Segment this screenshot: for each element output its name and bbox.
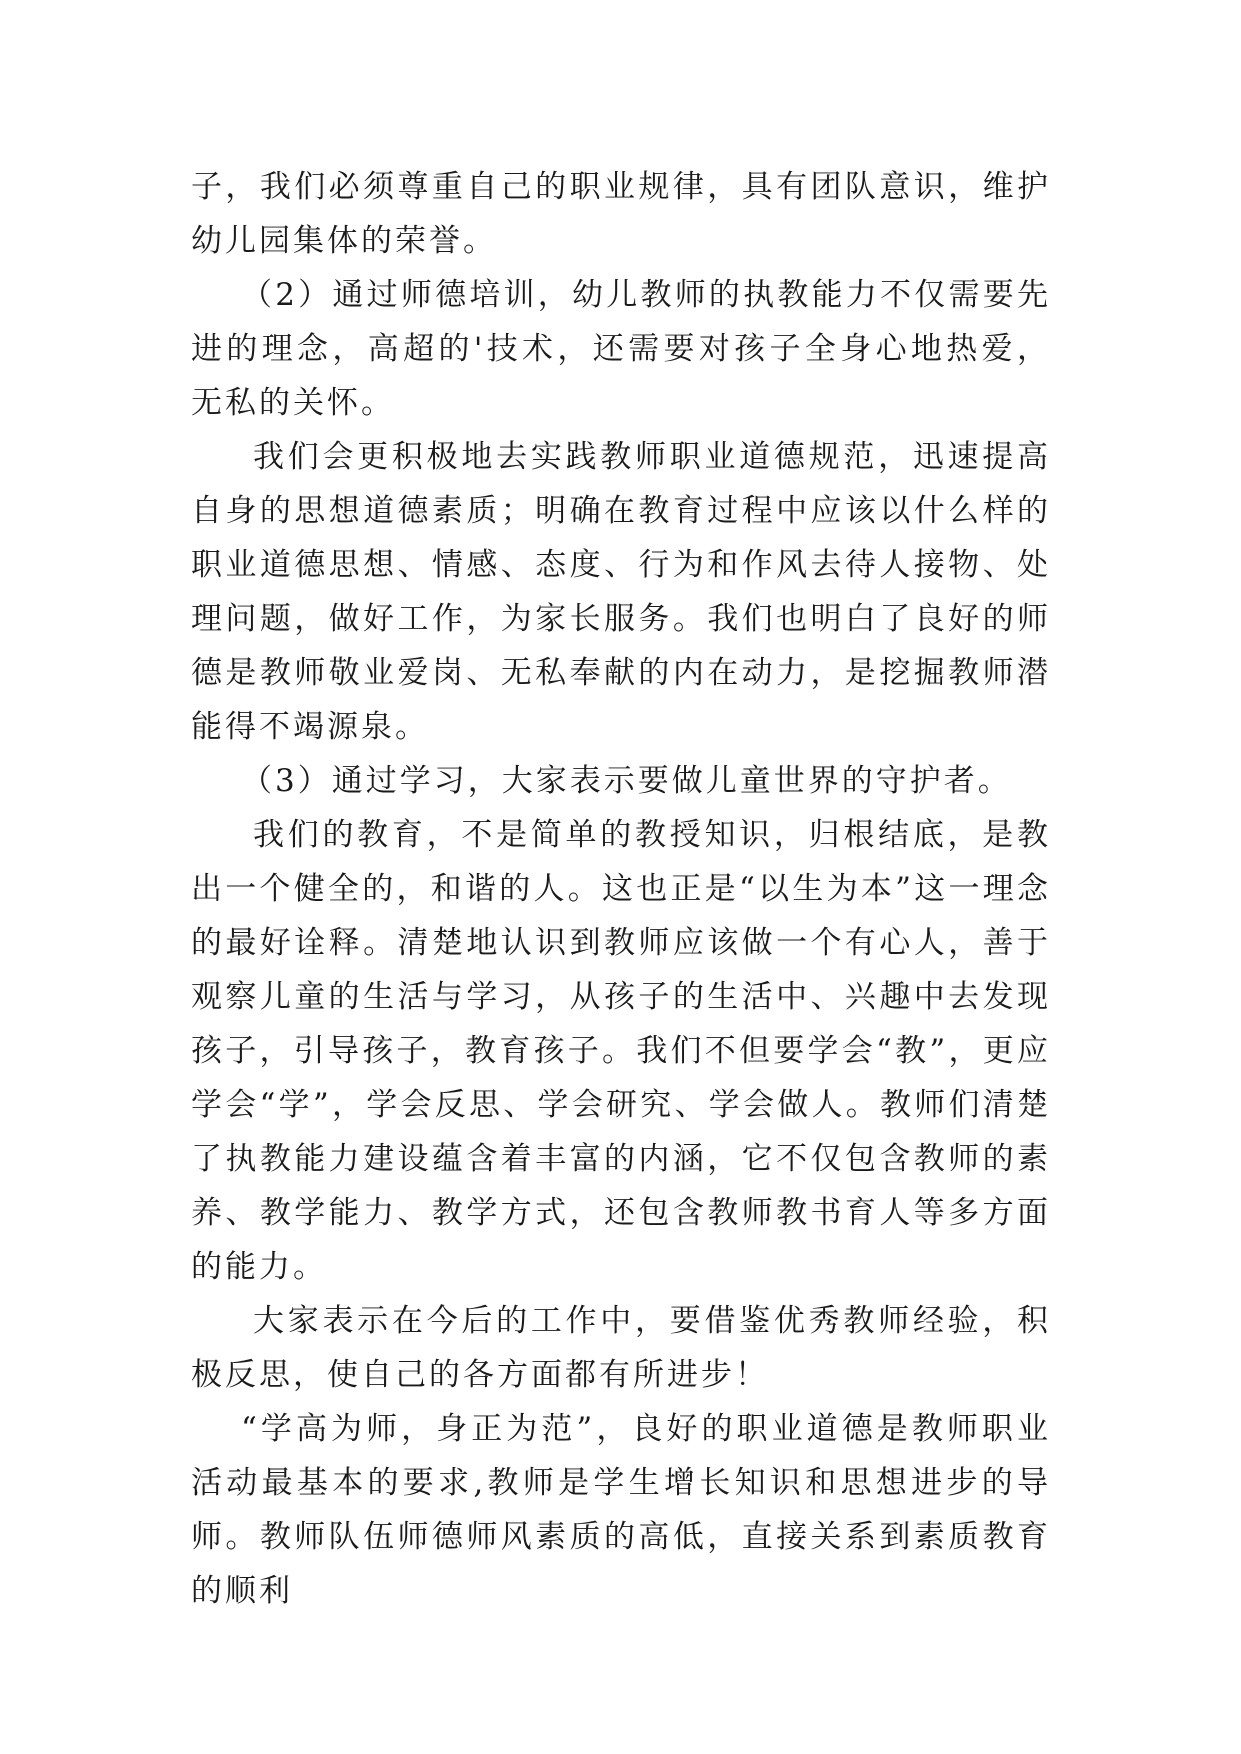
paragraph-2: （2）通过师德培训，幼儿教师的执教能力不仅需要先进的理念，高超的'技术，还需要对孩子全身心地热爱，无私的关怀。 <box>191 277 1051 421</box>
paragraph-3: 我们会更积极地去实践教师职业道德规范，迅速提高自身的思想道德素质；明确在教育过程中应该以什么样的职业道德思想、情感、态度、行为和作风去待人接物、处理问题，做好工作，为家长服务。我们也明白了良好的师德是教师敬业爱岗、无私奉献的内在动力，是挖掘教师潜能得不竭源泉。 <box>191 439 1051 745</box>
paragraph-1: 子，我们必须尊重自己的职业规律，具有团队意识，维护幼儿园集体的荣誉。 <box>191 169 1051 259</box>
paragraph-6: 大家表示在今后的工作中，要借鉴优秀教师经验，积极反思，使自己的各方面都有所进步！ <box>191 1303 1051 1393</box>
paragraph-7: “学高为师，身正为范”，良好的职业道德是教师职业活动最基本的要求,教师是学生增长知识和思想进步的导师。教师队伍师德师风素质的高低，直接关系到素质教育的顺利 <box>191 1411 1051 1609</box>
paragraph-5: 我们的教育，不是简单的教授知识，归根结底，是教出一个健全的，和谐的人。这也正是“以生为本”这一理念的最好诠释。清楚地认识到教师应该做一个有心人，善于观察儿童的生活与学习，从孩子的生活中、兴趣中去发现孩子，引导孩子，教育孩子。我们不但要学会“教”，更应学会“学”，学会反思、学会研究、学会做人。教师们清楚了执教能力建设蕴含着丰富的内涵，它不仅包含教师的素养、教学能力、教学方式，还包含教师教书育人等多方面的能力。 <box>191 817 1051 1285</box>
document-body <box>191 160 1051 1618</box>
paragraph-4: （3）通过学习，大家表示要做儿童世界的守护者。 <box>241 763 1012 799</box>
